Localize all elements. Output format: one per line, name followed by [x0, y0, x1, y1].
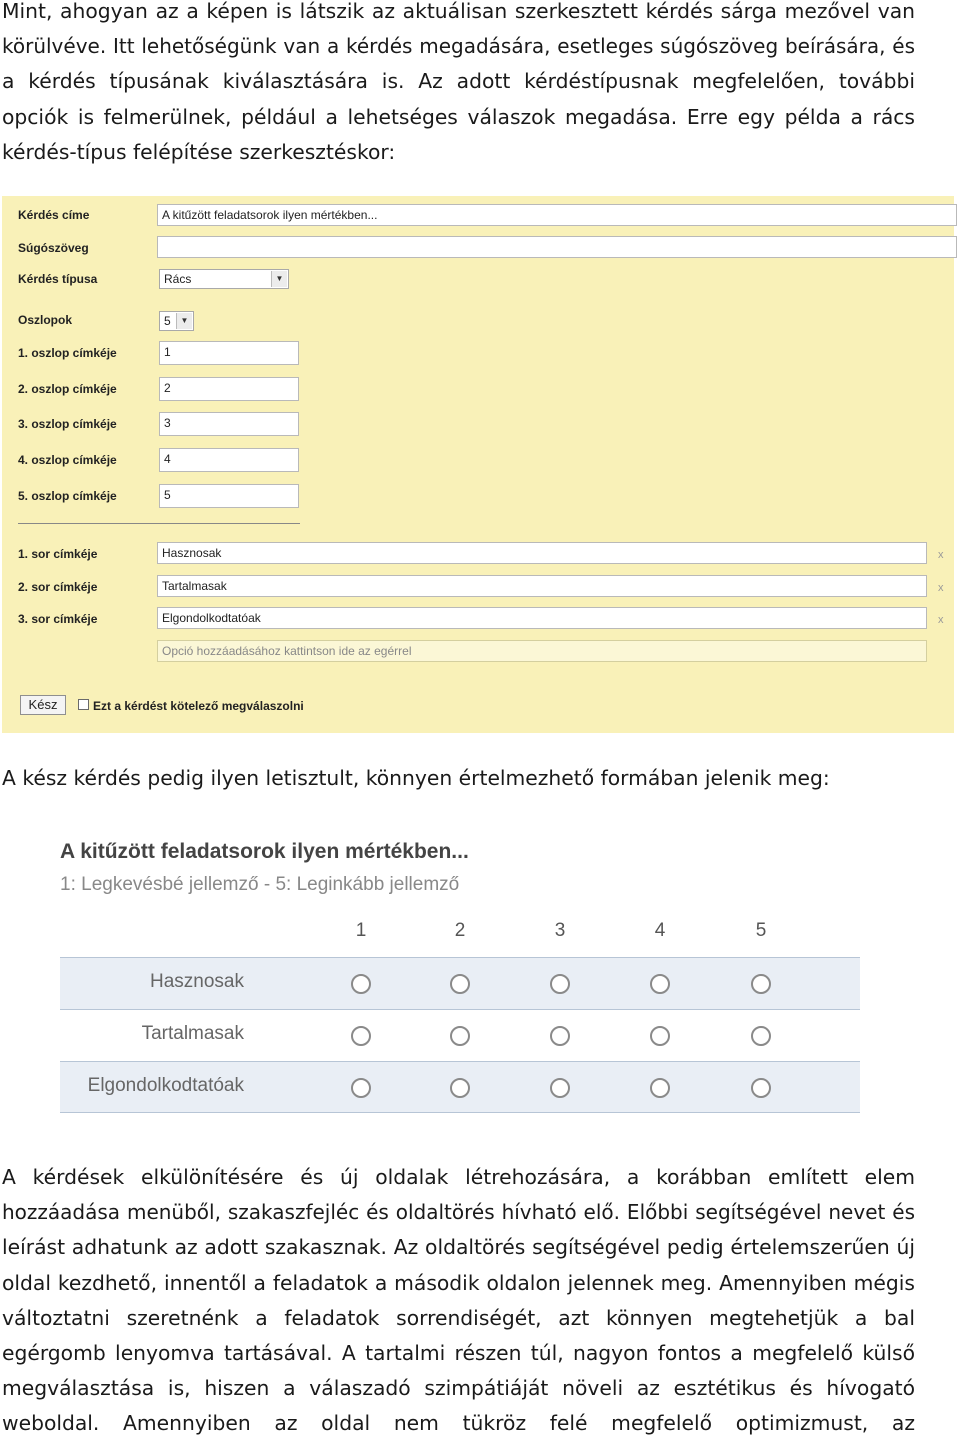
preview-help-text: 1: Legkevésbé jellemző - 5: Leginkább jellemző	[60, 874, 460, 895]
column-label-caption: 1. oszlop címkéje	[18, 346, 117, 360]
outro-paragraph	[2, 1160, 915, 1442]
outro-line: A kérdések elkülönítésére és új oldalak létrehozására, a korábban említett elem	[2, 1165, 915, 1189]
intro-line: Mint, ahogyan az a képen is látszik az aktuálisan szerkesztett kérdés sárga mezővel van	[2, 0, 915, 23]
question-type-label: Kérdés típusa	[18, 272, 98, 286]
outro-line: egérgomb lenyomva tartásával. A tartalmi részen túl, nagyon fontos a megfelelő külső	[2, 1341, 915, 1366]
grid-column-header: 2	[454, 920, 466, 941]
columns-label: Oszlopok	[18, 313, 73, 327]
radio-button[interactable]	[450, 1078, 470, 1098]
row-label-input[interactable]: Tartalmasak	[157, 575, 927, 597]
radio-button[interactable]	[550, 1026, 570, 1046]
radio-button[interactable]	[351, 974, 371, 994]
required-checkbox[interactable]	[78, 699, 89, 710]
grid-question-preview	[0, 830, 960, 1120]
radio-button[interactable]	[751, 1078, 771, 1098]
radio-button[interactable]	[450, 1026, 470, 1046]
question-type-select[interactable]	[159, 269, 289, 289]
column-label-caption: 5. oszlop címkéje	[18, 489, 117, 503]
intro-line: a kérdés típusának kiválasztására is. Az adott kérdéstípusnak megfelelően, további	[2, 69, 915, 94]
grid-column-header: 5	[755, 920, 767, 941]
column-label-input[interactable]: 3	[159, 412, 299, 436]
radio-button[interactable]	[650, 1026, 670, 1046]
radio-button[interactable]	[351, 1078, 371, 1098]
row-label-caption: 2. sor címkéje	[18, 580, 98, 594]
grid-column-header: 4	[654, 920, 666, 941]
outro-line: hozzáadása menüből, szakaszfejléc és oldaltörés hívható elő. Előbbi segítségével nevet és	[2, 1200, 915, 1225]
add-option-input[interactable]: Opció hozzáadásához kattintson ide az egérrel	[157, 640, 927, 662]
outro-line: megválasztása is, hiszen a válaszadó szimpátiáját növeli az esztétikus és hívogató	[2, 1376, 915, 1401]
columns-value: 5	[164, 314, 171, 328]
middle-paragraph	[2, 761, 915, 796]
column-label-caption: 4. oszlop címkéje	[18, 453, 117, 467]
remove-row-icon[interactable]: x	[938, 549, 944, 561]
grid-row	[60, 1009, 860, 1061]
radio-button[interactable]	[650, 1078, 670, 1098]
column-label-input[interactable]: 2	[159, 377, 299, 401]
radio-button[interactable]	[550, 1078, 570, 1098]
columns-select[interactable]	[159, 311, 194, 331]
grid-row-label: Hasznosak	[150, 971, 244, 992]
column-label-caption: 3. oszlop címkéje	[18, 417, 117, 431]
remove-row-icon[interactable]: x	[938, 614, 944, 626]
row-label-caption: 1. sor címkéje	[18, 547, 98, 561]
column-label-input[interactable]: 4	[159, 448, 299, 472]
column-label-caption: 2. oszlop címkéje	[18, 382, 117, 396]
radio-button[interactable]	[550, 974, 570, 994]
column-label-input[interactable]: 5	[159, 484, 299, 508]
grid-row-label: Elgondolkodtatóak	[87, 1075, 244, 1096]
remove-row-icon[interactable]: x	[938, 582, 944, 594]
question-title-input[interactable]: A kitűzött feladatsorok ilyen mértékben...	[157, 204, 957, 226]
preview-question-title: A kitűzött feladatsorok ilyen mértékben...	[60, 840, 469, 863]
intro-line: opciók is felmerülnek, például a lehetséges válaszok megadása. Erre egy példa a rács	[2, 104, 915, 129]
question-editor-panel	[2, 196, 954, 733]
grid-column-header: 1	[355, 920, 367, 941]
question-title-label: Kérdés címe	[18, 208, 90, 222]
grid-row	[60, 1061, 860, 1113]
row-label-input[interactable]: Hasznosak	[157, 542, 927, 564]
grid-row	[60, 957, 860, 1009]
radio-button[interactable]	[650, 974, 670, 994]
outro-line: weboldal. Amennyiben az oldal nem tükröz felé megfelelő optimizmust, az	[2, 1411, 915, 1436]
row-label-input[interactable]: Elgondolkodtatóak	[157, 607, 927, 629]
intro-line: kérdés-típus felépítése szerkesztéskor:	[2, 139, 396, 164]
outro-line: leírást adhatunk az adott szakasznak. Az oldaltörés segítségével pedig értelemszerűen új	[2, 1235, 915, 1260]
chevron-down-icon: ▼	[176, 313, 192, 329]
help-text-input[interactable]	[157, 236, 957, 258]
grid-column-header: 3	[554, 920, 566, 941]
outro-line: oldal kezdhető, innentől a feladatok a második oldalon jelennek meg. Amennyiben mégis	[2, 1270, 915, 1295]
intro-line: körülvéve. Itt lehetőségünk van a kérdés megadására, esetleges súgószöveg beírására, és	[2, 34, 915, 59]
chevron-down-icon: ▼	[271, 271, 287, 287]
done-button[interactable]: Kész	[20, 695, 66, 715]
question-type-value: Rács	[164, 272, 192, 286]
required-checkbox-label[interactable]: Ezt a kérdést kötelező megválaszolni	[93, 699, 304, 713]
radio-button[interactable]	[751, 1026, 771, 1046]
help-text-label: Súgószöveg	[18, 241, 89, 255]
radio-button[interactable]	[751, 974, 771, 994]
grid-row-label: Tartalmasak	[141, 1023, 244, 1044]
section-divider	[18, 523, 300, 524]
row-label-caption: 3. sor címkéje	[18, 612, 98, 626]
outro-line: változtatni szeretnénk a feladatok sorrendiségét, azt könnyen megtehetjük a bal	[2, 1305, 915, 1330]
column-label-input[interactable]: 1	[159, 341, 299, 365]
radio-button[interactable]	[450, 974, 470, 994]
intro-paragraph	[2, 0, 915, 170]
middle-line: A kész kérdés pedig ilyen letisztult, könnyen értelmezhető formában jelenik meg:	[2, 766, 830, 790]
radio-button[interactable]	[351, 1026, 371, 1046]
